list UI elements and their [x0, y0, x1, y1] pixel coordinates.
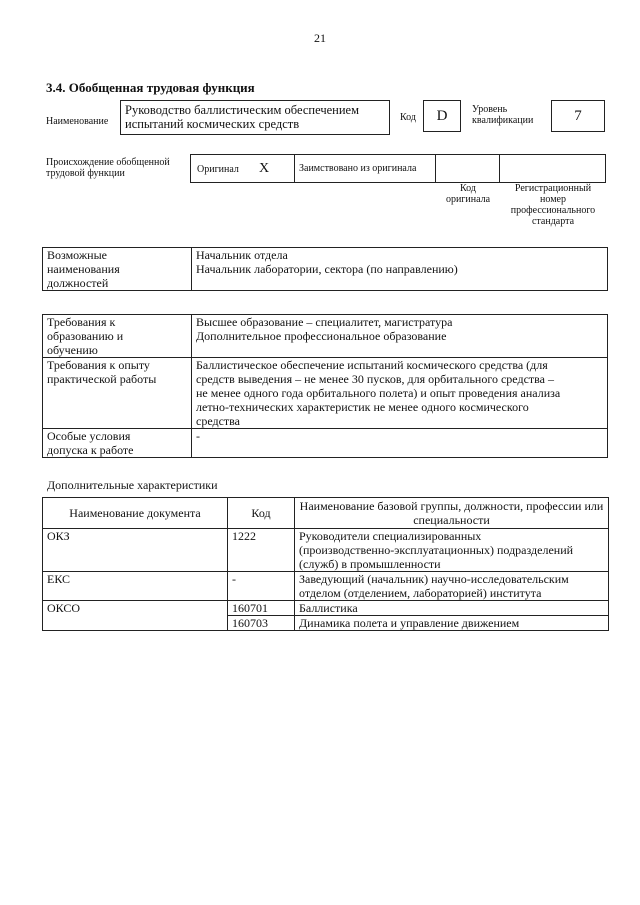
label-line: образованию и — [47, 329, 124, 343]
code-cell: 160701 — [228, 601, 295, 616]
name-line: (служб) в промышленности — [299, 557, 441, 571]
table-row — [43, 358, 608, 429]
original-mark: X — [259, 161, 270, 176]
function-name-line: Руководство баллистическим обеспечением — [125, 103, 359, 117]
label-line: практической работы — [47, 372, 157, 386]
table-row — [43, 601, 609, 616]
name-label: Наименование — [46, 116, 109, 127]
name-line: Заведующий (начальник) научно-исследовательским — [299, 572, 569, 586]
table-row — [43, 529, 609, 572]
column-header: Код — [228, 498, 295, 529]
name-cell: Баллистика — [295, 601, 609, 616]
code-label: Код — [400, 112, 416, 123]
level-label-line: квалификации — [472, 115, 534, 126]
reg-number-caption — [500, 183, 606, 227]
level-label-line: Уровень — [472, 104, 508, 115]
extra-characteristics-table — [42, 497, 609, 631]
name-line: Руководители специализированных — [299, 529, 482, 543]
code-value: D — [423, 100, 461, 132]
column-header: Наименование базовой группы, должности, профессии или специальности — [295, 498, 609, 529]
label-line: обучению — [47, 343, 98, 357]
caption-line: оригинала — [445, 194, 491, 205]
code-cell: 1222 — [228, 529, 295, 572]
label-line: Возможные — [47, 248, 107, 262]
value-line: не менее одного года орбитального полета) и опыт проведения анализа — [196, 386, 561, 400]
label-line: наименования — [47, 262, 120, 276]
label-line: должностей — [47, 276, 109, 290]
requirement-label — [43, 315, 192, 358]
page-number: 21 — [314, 31, 326, 45]
origin-label-line: трудовой функции — [46, 168, 125, 179]
value-line: Баллистическое обеспечение испытаний космического средства (для — [196, 358, 548, 372]
origin-divider — [294, 155, 295, 182]
section-title: 3.4. Обобщенная трудовая функция — [46, 80, 255, 95]
level-value: 7 — [551, 100, 605, 132]
requirement-label — [43, 429, 192, 458]
requirement-value — [192, 358, 608, 429]
caption-line: Регистрационный — [514, 183, 592, 194]
requirements-table — [42, 314, 608, 458]
origin-label-line: Происхождение обобщенной — [46, 157, 170, 168]
value-line: средства — [196, 414, 241, 428]
name-cell: Динамика полета и управление движением — [295, 616, 609, 631]
code-cell: 160703 — [228, 616, 295, 631]
requirement-value — [192, 429, 608, 458]
value-line: Высшее образование – специалитет, магистратура — [196, 315, 453, 329]
function-name-line: испытаний космических средств — [125, 117, 300, 131]
name-line: отделом (отделением, лабораторией) института — [299, 586, 542, 600]
code-cell: - — [228, 572, 295, 601]
caption-line: профессионального — [510, 205, 596, 216]
position-title: Начальник отдела — [196, 248, 288, 262]
original-label: Оригинал — [197, 164, 239, 175]
table-row — [43, 429, 608, 458]
requirement-value — [192, 315, 608, 358]
caption-line: стандарта — [531, 216, 575, 227]
doc-cell: ЕКС — [43, 572, 228, 601]
name-cell — [295, 572, 609, 601]
caption-line: номер — [540, 194, 566, 205]
borrowed-label: Заимствовано из оригинала — [299, 163, 417, 174]
value-line: летно-технических характеристик не менее одного космического — [196, 400, 529, 414]
column-header: Наименование документа — [43, 498, 228, 529]
value-line: Дополнительное профессиональное образование — [196, 329, 447, 343]
origin-divider — [435, 155, 436, 182]
origin-divider — [499, 155, 500, 182]
positions-table — [42, 247, 608, 291]
caption-line: Код — [460, 183, 476, 194]
label-line: Требования к — [47, 315, 116, 329]
code-original-caption — [436, 183, 500, 205]
function-name-box — [120, 100, 390, 135]
positions-values — [192, 248, 608, 291]
label-line: допуска к работе — [47, 443, 134, 457]
origin-label — [46, 157, 170, 179]
table-header-row — [43, 498, 609, 529]
positions-label — [43, 248, 192, 291]
doc-cell: ОКСО — [43, 601, 228, 631]
level-label — [472, 104, 533, 126]
extra-characteristics-title: Дополнительные характеристики — [47, 478, 218, 492]
label-line: Особые условия — [47, 429, 131, 443]
value-line: - — [196, 429, 200, 443]
table-row — [43, 248, 608, 291]
origin-row — [190, 154, 606, 183]
value-line: средств выведения – не менее 30 пусков, для орбитального средства – — [196, 372, 554, 386]
table-row — [43, 572, 609, 601]
doc-cell: ОКЗ — [43, 529, 228, 572]
requirement-label — [43, 358, 192, 429]
position-title: Начальник лаборатории, сектора (по направлению) — [196, 262, 458, 276]
name-cell — [295, 529, 609, 572]
label-line: Требования к опыту — [47, 358, 150, 372]
name-line: (производственно-эксплуатационных) подразделений — [299, 543, 574, 557]
table-row — [43, 315, 608, 358]
